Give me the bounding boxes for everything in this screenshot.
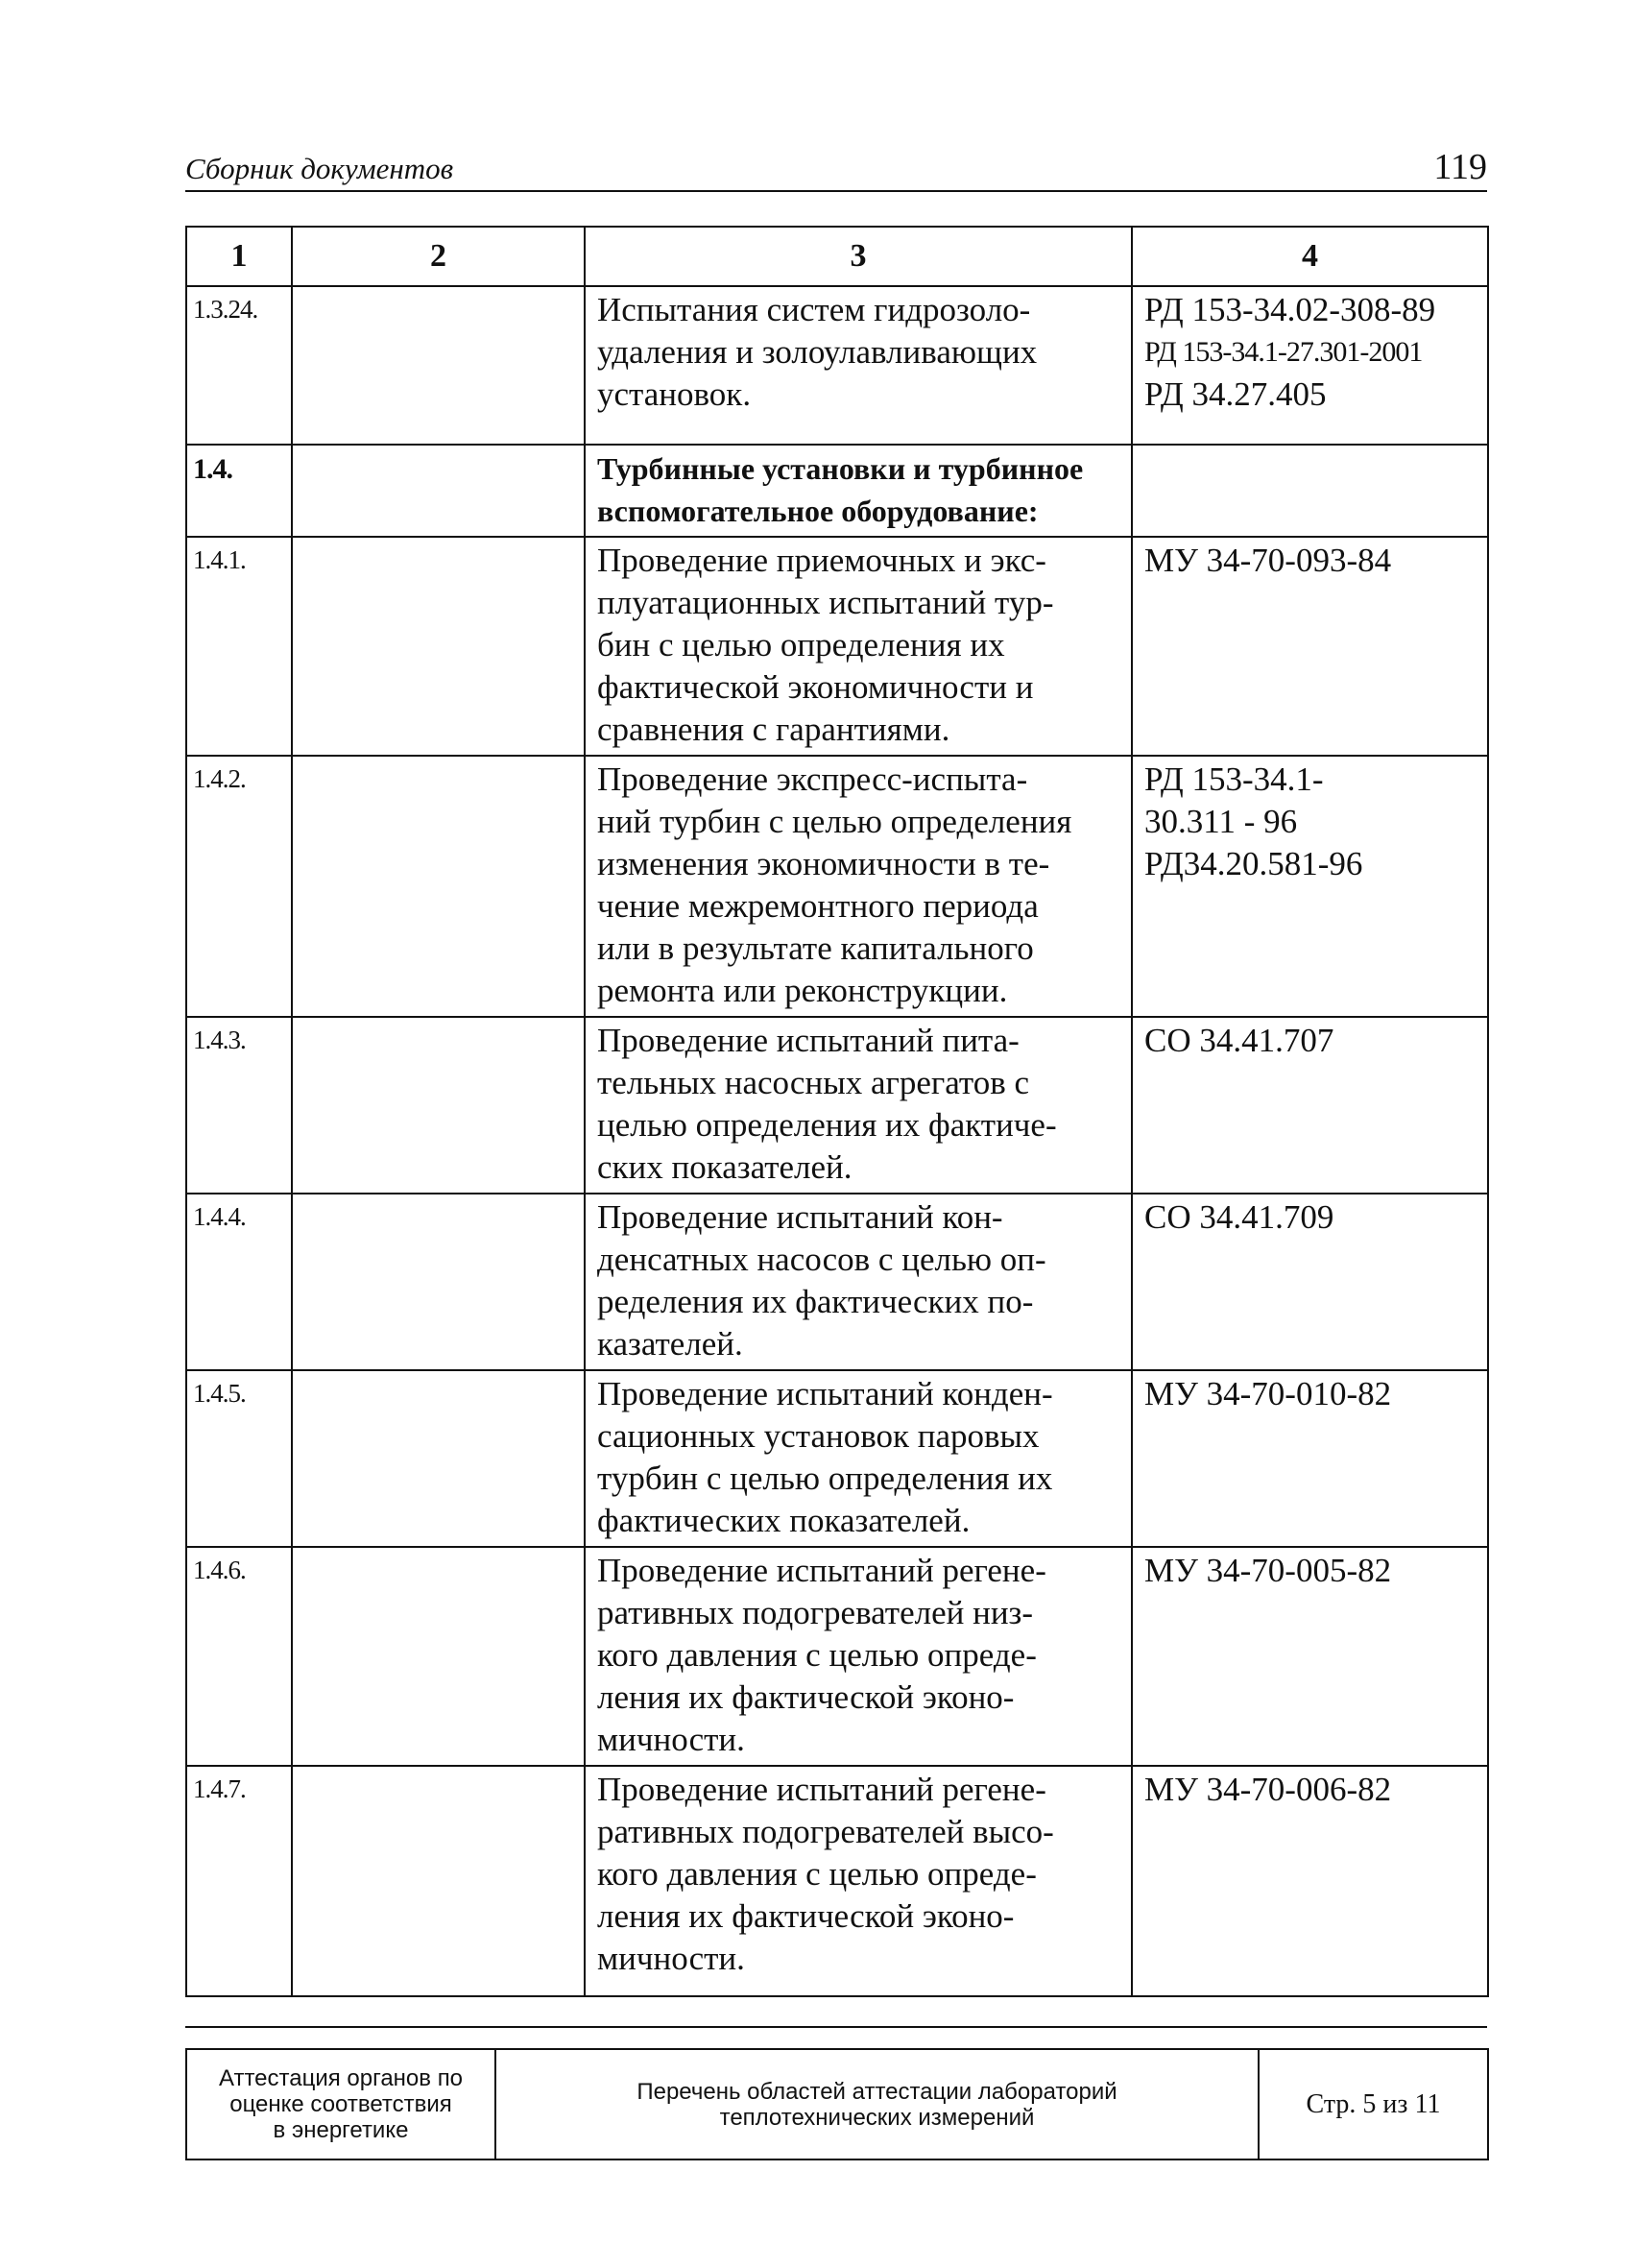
document-reference: РД34.20.581-96: [1144, 845, 1363, 882]
document-reference: РД 153-34.1-: [1144, 760, 1324, 798]
document-reference: РД 153-34.02-308-89: [1144, 291, 1436, 328]
document-reference: РД 34.27.405: [1144, 375, 1327, 413]
footer-table: [185, 2048, 1489, 2160]
table-header-row: [186, 227, 1488, 286]
item-number: 1.4.: [186, 445, 292, 537]
table-row: [186, 445, 1488, 537]
table-row: [186, 286, 1488, 445]
item-description: [585, 1370, 1132, 1547]
document-reference: 30.311 - 96: [1144, 803, 1298, 840]
table-row: [186, 1547, 1488, 1766]
item-number: 1.4.4.: [186, 1194, 292, 1370]
description-line: казателей.: [597, 1325, 743, 1363]
description-line: фактических показателей.: [597, 1502, 971, 1539]
item-description: [585, 537, 1132, 756]
item-description: [585, 286, 1132, 445]
description-line: ределения их фактических по-: [597, 1283, 1034, 1320]
item-column-2: [292, 537, 585, 756]
description-line: кого давления с целью опреде-: [597, 1855, 1037, 1893]
description-line: мичности.: [597, 1940, 745, 1977]
description-line: вспомогательное оборудование:: [597, 494, 1039, 528]
description-line: тельных насосных агрегатов с: [597, 1064, 1030, 1101]
document-reference: МУ 34-70-010-82: [1144, 1375, 1392, 1412]
column-header: 1: [186, 227, 292, 286]
table-row: [186, 1194, 1488, 1370]
item-description: [585, 445, 1132, 537]
description-line: Проведение испытаний регене-: [597, 1771, 1046, 1808]
item-description: [585, 1194, 1132, 1370]
document-reference: МУ 34-70-093-84: [1144, 542, 1392, 579]
description-line: плуатационных испытаний тур-: [597, 584, 1054, 621]
description-line: турбин с целью определения их: [597, 1460, 1053, 1497]
item-column-2: [292, 286, 585, 445]
item-number: 1.4.1.: [186, 537, 292, 756]
description-line: чение межремонтного периода: [597, 887, 1039, 925]
item-number: 1.4.6.: [186, 1547, 292, 1766]
description-line: Проведение испытаний пита-: [597, 1022, 1020, 1059]
item-documents: [1132, 537, 1488, 756]
table-row: [186, 1766, 1488, 1996]
description-line: установок.: [597, 375, 752, 413]
column-header: 3: [585, 227, 1132, 286]
running-title: Сборник документов: [185, 152, 454, 185]
table-body: [186, 286, 1488, 1996]
description-line: кого давления с целью опреде-: [597, 1636, 1037, 1674]
footer-page-counter: Стр. 5 из 11: [1259, 2049, 1488, 2159]
footer-organization-line: Аттестация органов по: [218, 2065, 464, 2091]
description-line: сравнения с гарантиями.: [597, 711, 950, 748]
item-documents: [1132, 756, 1488, 1017]
description-line: или в результате капитального: [597, 929, 1034, 967]
description-line: ления их фактической эконо-: [597, 1897, 1015, 1935]
description-line: бин с целью определения их: [597, 626, 1005, 664]
item-description: [585, 1017, 1132, 1194]
description-line: фактической экономичности и: [597, 668, 1034, 706]
item-description: [585, 756, 1132, 1017]
description-line: Турбинные установки и турбинное: [597, 451, 1084, 486]
document-reference: МУ 34-70-006-82: [1144, 1771, 1392, 1808]
footer-organization: [186, 2049, 495, 2159]
item-number: 1.4.5.: [186, 1370, 292, 1547]
table-row: [186, 756, 1488, 1017]
footer-rule: [185, 2026, 1487, 2028]
footer-title-line: теплотехнических измерений: [719, 2104, 1035, 2131]
description-line: ления их фактической эконо-: [597, 1678, 1015, 1716]
table-row: [186, 1017, 1488, 1194]
item-column-2: [292, 756, 585, 1017]
item-column-2: [292, 1017, 585, 1194]
table-row: [186, 537, 1488, 756]
item-documents: [1132, 1766, 1488, 1996]
description-line: Проведение испытаний конден-: [597, 1375, 1053, 1412]
description-line: Проведение испытаний регене-: [597, 1552, 1046, 1589]
footer-organization-line: в энергетике: [273, 2117, 409, 2143]
item-column-2: [292, 1194, 585, 1370]
documents-table: [185, 226, 1489, 1997]
footer-organization-line: оценке соответствия: [229, 2091, 452, 2117]
description-line: Проведение экспресс-испыта-: [597, 760, 1028, 798]
item-documents: [1132, 1547, 1488, 1766]
description-line: Проведение приемочных и экс-: [597, 542, 1046, 579]
description-line: Испытания систем гидрозоло-: [597, 291, 1031, 328]
document-reference: СО 34.41.707: [1144, 1022, 1334, 1059]
description-line: ских показателей.: [597, 1148, 853, 1186]
description-line: сационных установок паровых: [597, 1417, 1040, 1455]
item-documents: [1132, 1017, 1488, 1194]
description-line: изменения экономичности в те-: [597, 845, 1050, 882]
document-reference: РД 153-34.1-27.301-2001: [1144, 336, 1423, 368]
description-line: ративных подогревателей низ-: [597, 1594, 1034, 1631]
item-number: 1.4.7.: [186, 1766, 292, 1996]
description-line: денсатных насосов с целью оп-: [597, 1241, 1046, 1278]
column-header: 4: [1132, 227, 1488, 286]
table-row: [186, 1370, 1488, 1547]
item-documents: [1132, 1194, 1488, 1370]
item-documents: [1132, 1370, 1488, 1547]
item-number: 1.4.2.: [186, 756, 292, 1017]
column-header: 2: [292, 227, 585, 286]
page-number: 119: [1433, 147, 1487, 187]
footer-document-title: [495, 2049, 1259, 2159]
description-line: Проведение испытаний кон-: [597, 1198, 1003, 1236]
description-line: удаления и золоулавливающих: [597, 333, 1038, 371]
item-description: [585, 1766, 1132, 1996]
description-line: мичности.: [597, 1721, 745, 1758]
description-line: ративных подогревателей высо-: [597, 1813, 1054, 1850]
description-line: ремонта или реконструкции.: [597, 972, 1008, 1009]
item-number: 1.4.3.: [186, 1017, 292, 1194]
item-column-2: [292, 1766, 585, 1996]
item-column-2: [292, 1547, 585, 1766]
item-column-2: [292, 445, 585, 537]
item-documents: [1132, 286, 1488, 445]
document-reference: МУ 34-70-005-82: [1144, 1552, 1392, 1589]
item-description: [585, 1547, 1132, 1766]
page-header: [185, 144, 1487, 192]
description-line: целью определения их фактиче-: [597, 1106, 1057, 1144]
item-number: 1.3.24.: [186, 286, 292, 445]
footer-title-line: Перечень областей аттестации лабораторий: [636, 2078, 1117, 2105]
document-reference: СО 34.41.709: [1144, 1198, 1334, 1236]
description-line: ний турбин с целью определения: [597, 803, 1072, 840]
item-column-2: [292, 1370, 585, 1547]
item-documents: [1132, 445, 1488, 537]
